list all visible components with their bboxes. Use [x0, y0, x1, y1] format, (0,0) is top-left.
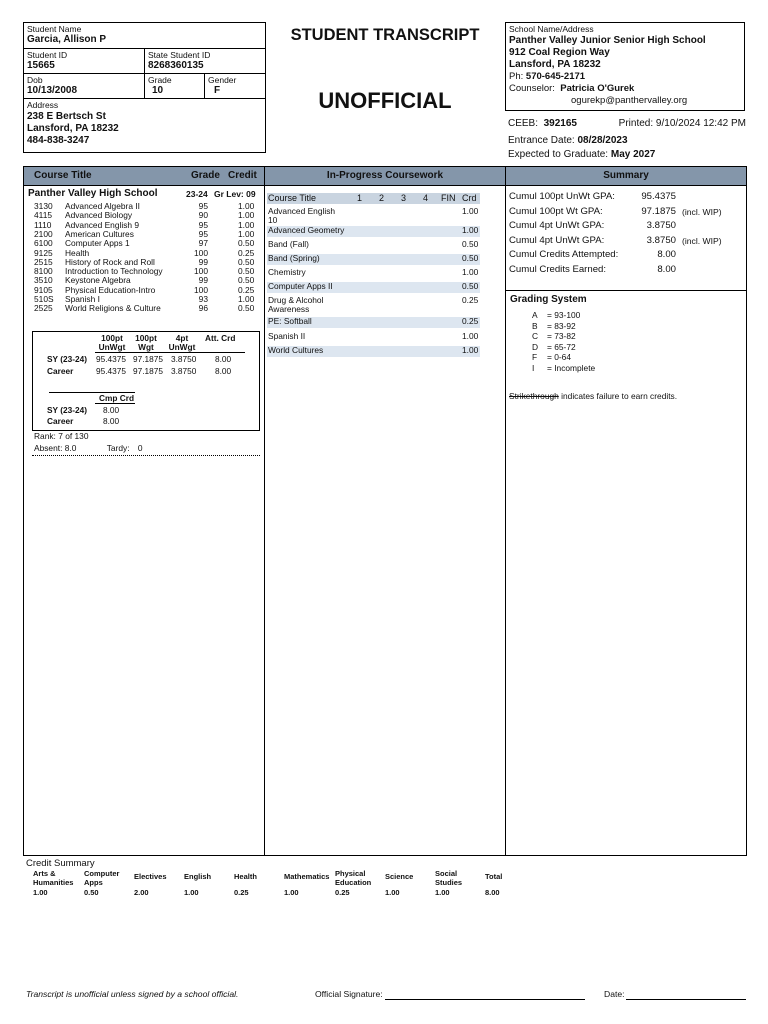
ip-h-title: Course Title [268, 193, 317, 203]
credit-category-value: 0.25 [234, 888, 249, 897]
ip-course-credit: 0.25 [462, 316, 479, 326]
signature-line[interactable] [385, 999, 585, 1000]
grade-range: = Incomplete [547, 362, 596, 373]
ip-h-4: 4 [423, 193, 429, 203]
ip-h-1: 1 [357, 193, 363, 203]
course-grade: 99 [198, 275, 208, 286]
printed-value: 9/10/2024 12:42 PM [655, 118, 746, 129]
credit-category-value: 1.00 [435, 888, 450, 897]
tardy-label: Tardy: [106, 443, 130, 453]
summary-label: Cumul 4pt UnWt GPA: [509, 220, 605, 231]
course-code: 2100 [34, 228, 53, 239]
summary-label: Cumul Credits Attempted: [509, 249, 619, 260]
in-progress-row [267, 254, 480, 265]
gpa-row-label: SY (23-24) [47, 354, 87, 364]
ip-h-3: 3 [401, 193, 407, 203]
course-row [24, 211, 260, 220]
student-name-cell [24, 23, 265, 49]
in-progress-row [267, 207, 480, 225]
in-progress-row [267, 226, 480, 237]
school-phone: 570-645-2171 [525, 71, 586, 82]
course-title: American Cultures [65, 228, 134, 239]
expected-label: Expected to Graduate: [508, 149, 609, 160]
in-progress-row [267, 296, 480, 314]
school-street: 912 Coal Region Way [509, 47, 610, 58]
cmp-crd-header: Cmp Crd [99, 393, 135, 403]
course-grade: 95 [198, 228, 208, 239]
credit-category-label: Mathematics [284, 872, 330, 881]
course-title: Keystone Algebra [65, 275, 131, 286]
credit-category-label-cont: Humanities [33, 878, 74, 887]
summary-divider [506, 290, 746, 291]
summary-column [505, 166, 747, 856]
grade-letter: A [532, 310, 538, 320]
grade-letter: B [532, 320, 538, 331]
gpa-h1: 100pt [101, 333, 123, 343]
school-phone-line [509, 71, 741, 83]
counselor-label: Counselor: [509, 83, 555, 94]
ip-course-title: Drug & Alcohol [268, 295, 324, 305]
address-line2: Lansford, PA 18232 [27, 123, 119, 134]
course-credit: 1.00 [238, 294, 255, 304]
school-phone-label: Ph: [509, 71, 524, 82]
gpa-value-100-wgt: 97.1875 [133, 354, 163, 364]
course-row [24, 221, 260, 230]
summary-value: 3.8750 [646, 220, 676, 231]
address-line1: 238 E Bertsch St [27, 111, 106, 122]
ip-course-title: Computer Apps II [268, 281, 333, 291]
gpa-value-100-unwgt: 95.4375 [96, 354, 126, 364]
in-progress-row [267, 317, 480, 328]
credit-category-label: Social [435, 869, 458, 878]
dob: 10/13/2008 [27, 85, 78, 96]
ip-course-credit: 1.00 [462, 225, 479, 235]
gender-cell [205, 74, 265, 99]
course-grade: 99 [198, 256, 208, 267]
footer-disclaimer: Transcript is unofficial unless signed by a school official. [26, 989, 239, 999]
tardy-value: 0 [137, 443, 143, 453]
ip-course-title: Spanish II [268, 331, 306, 341]
ip-h-2: 2 [379, 193, 385, 203]
in-progress-column [264, 166, 506, 856]
course-credit: 1.00 [238, 228, 255, 239]
course-code: 4115 [34, 210, 53, 221]
gpa-value-100-wgt: 97.1875 [133, 366, 163, 376]
ip-h-fin: FIN [441, 193, 456, 203]
state-id-label: State Student ID [148, 50, 211, 60]
course-credit: 0.50 [238, 275, 255, 286]
course-grade: 100 [194, 284, 208, 295]
summary-header [506, 167, 746, 186]
course-grade: 100 [194, 247, 208, 258]
course-code: 9125 [34, 247, 53, 258]
ip-course-title: Advanced English [268, 206, 336, 216]
course-credit: 1.00 [238, 210, 255, 221]
gender: F [214, 85, 221, 96]
course-row [24, 267, 260, 276]
gpa-col3-header [167, 334, 197, 352]
ip-course-title: Band (Spring) [268, 253, 320, 263]
ip-course-credit: 0.25 [462, 295, 479, 305]
gpa-h3: 4pt [175, 333, 189, 343]
in-progress-row [267, 268, 480, 279]
course-title: Computer Apps 1 [65, 238, 130, 249]
grade-letter: F [532, 352, 538, 362]
course-history-header [24, 167, 264, 186]
gpa-value-100-unwgt: 95.4375 [96, 366, 126, 376]
in-progress-row [267, 346, 480, 357]
student-id-cell [24, 49, 145, 74]
gpa-row-label: Career [47, 366, 74, 376]
ceeb-label: CEEB: [508, 118, 539, 129]
expected-line [508, 149, 655, 160]
grade: 10 [152, 85, 164, 96]
credit-category-value: 0.50 [84, 888, 99, 897]
gpa-value-att-crd: 8.00 [215, 354, 232, 364]
course-title: Advanced Algebra II [65, 201, 140, 211]
ip-course-title: World Cultures [268, 345, 324, 355]
course-title: Spanish I [65, 294, 100, 304]
course-row [24, 286, 260, 295]
in-progress-row [267, 240, 480, 251]
credit-category-label-cont: Apps [84, 878, 103, 887]
course-title: World Religions & Culture [65, 303, 161, 314]
ip-course-credit: 1.00 [462, 331, 479, 341]
summary-value: 3.8750 [646, 234, 676, 246]
in-progress-header [265, 167, 505, 186]
grade-range: = 65-72 [547, 341, 576, 352]
class-rank: Rank: 7 of 130 [34, 431, 89, 441]
course-credit: 0.25 [238, 247, 255, 258]
course-code: 9105 [34, 284, 53, 295]
course-title: Advanced English 9 [65, 219, 140, 230]
grade-letter: D [532, 341, 539, 352]
ip-course-credit: 1.00 [462, 206, 479, 216]
course-row [24, 230, 260, 239]
course-code: 8100 [34, 266, 53, 277]
student-info-box [23, 22, 266, 153]
school-label: School Name/Address [509, 24, 594, 34]
credit-category-label: Computer [84, 869, 120, 878]
credit-category-value: 1.00 [385, 888, 400, 897]
cmp-row-label: SY (23-24) [47, 405, 87, 415]
history-school-name: Panther Valley High School [28, 188, 158, 199]
ip-course-title: Chemistry [268, 267, 306, 277]
course-credit: 0.25 [238, 284, 255, 295]
credit-category-label: Health [234, 872, 257, 881]
course-credit: 0.50 [238, 303, 255, 314]
course-row [24, 202, 260, 211]
absent-label: Absent: [34, 443, 63, 453]
credit-category-label-cont: Studies [435, 878, 463, 887]
gpa-h2: 100pt [135, 333, 157, 343]
credit-category-label: Physical [335, 869, 366, 878]
signature-label: Official Signature: [315, 989, 383, 999]
course-title: Physical Education-Intro [65, 284, 156, 295]
gpa-col1-header [97, 334, 127, 352]
in-progress-title: In-Progress Coursework [326, 170, 444, 181]
entrance-label: Entrance Date: [508, 135, 575, 146]
course-history-column [23, 166, 265, 856]
ip-course-credit: 1.00 [462, 345, 479, 355]
entrance-line [508, 135, 628, 146]
in-progress-table-header [267, 193, 480, 204]
counselor-line [509, 83, 741, 95]
dob-label: Dob [27, 75, 43, 85]
entrance-value: 08/28/2023 [577, 135, 628, 146]
summary-label: Cumul 100pt UnWt GPA: [509, 191, 615, 202]
grading-system-title: Grading System [510, 294, 587, 305]
history-end-rule [32, 455, 260, 456]
credit-category-label: Arts & [33, 869, 56, 878]
credit-category-label: English [184, 872, 212, 881]
course-code: 6100 [34, 238, 53, 249]
cmp-header-rule [95, 403, 135, 404]
gpa-table-box [32, 331, 260, 431]
grade-letter: I [532, 362, 535, 373]
page-title: STUDENT TRANSCRIPT [290, 26, 480, 44]
summary-note: (incl. WIP) [682, 206, 722, 217]
course-grade: 97 [198, 238, 208, 249]
course-credit: 0.50 [238, 266, 255, 277]
course-code: 510S [34, 294, 54, 304]
ceeb-line [508, 118, 746, 129]
col-course-title: Course Title [34, 170, 92, 181]
gpa-header-rule [95, 352, 245, 353]
in-progress-row [267, 332, 480, 343]
summary-label: Cumul 4pt UnWt GPA: [509, 234, 605, 246]
credit-category-value: 0.25 [335, 888, 350, 897]
course-code: 2525 [34, 303, 53, 314]
credit-category-value: 1.00 [33, 888, 48, 897]
col-grade: Grade [191, 170, 220, 181]
course-grade: 95 [198, 201, 208, 211]
course-credit: 0.50 [238, 256, 255, 267]
expected-value: May 2027 [610, 149, 656, 160]
course-credit: 0.50 [238, 238, 255, 249]
gpa-h3b: UnWgt [168, 342, 196, 352]
gpa-value-att-crd: 8.00 [215, 366, 232, 376]
summary-value: 8.00 [657, 263, 676, 275]
school-info-box [505, 22, 745, 111]
ip-course-credit: 0.50 [462, 239, 479, 249]
counselor-email: ogurekp@panthervalley.org [571, 95, 688, 106]
summary-label: Cumul Credits Earned: [509, 263, 607, 275]
credit-category-label: Total [485, 872, 503, 881]
ip-course-title-cont: Awareness [268, 304, 310, 314]
printed-info [619, 118, 746, 129]
course-grade: 96 [198, 303, 208, 314]
course-row [24, 239, 260, 248]
student-phone: 484-838-3247 [27, 135, 90, 146]
summary-title: Summary [603, 170, 649, 181]
ip-course-credit: 1.00 [462, 267, 479, 277]
printed-label: Printed: [618, 118, 654, 129]
course-title: Health [65, 247, 90, 258]
course-credit: 1.00 [238, 201, 255, 211]
address-cell [24, 99, 265, 151]
student-name: Garcia, Allison P [27, 34, 107, 45]
school-name: Panther Valley Junior Senior High School [509, 35, 706, 46]
ip-course-title: Band (Fall) [268, 239, 309, 249]
ip-course-title: PE: Softball [268, 316, 312, 326]
in-progress-row [267, 282, 480, 293]
history-grade-level: Gr Lev: 09 [214, 189, 256, 199]
absent-value: 8.0 [64, 443, 77, 453]
gpa-h2b: Wgt [138, 342, 154, 352]
student-name-label: Student Name [27, 24, 82, 34]
credit-category-value: 8.00 [485, 888, 500, 897]
ceeb-value: 392165 [543, 118, 577, 129]
gpa-col2-header [131, 334, 161, 352]
student-id-label: Student ID [27, 50, 68, 60]
credit-category-label: Electives [134, 872, 167, 881]
grade-label: Grade [148, 75, 172, 85]
course-code: 2515 [34, 256, 53, 267]
ip-course-credit: 0.50 [462, 253, 479, 263]
cmp-row-value: 8.00 [103, 405, 120, 415]
ip-course-title-cont: 10 [268, 215, 278, 225]
credit-category-label-cont: Education [335, 878, 372, 887]
strikethrough-note [509, 391, 677, 401]
course-grade: 93 [198, 294, 208, 304]
grade-letter: C [532, 331, 539, 341]
col-credit: Credit [228, 170, 257, 181]
gpa-col4-header: Att. Crd [205, 333, 236, 343]
strike-word: Strikethrough [509, 391, 559, 401]
course-grade: 95 [198, 219, 208, 230]
address-label: Address [27, 100, 59, 110]
state-id-cell [145, 49, 265, 74]
course-title: History of Rock and Roll [65, 256, 155, 267]
gpa-value-4-unwgt: 3.8750 [171, 366, 197, 376]
student-id: 15665 [27, 60, 55, 71]
course-title: Introduction to Technology [65, 266, 163, 277]
course-credit: 1.00 [238, 219, 255, 230]
state-id: 8268360135 [148, 60, 204, 71]
course-grade: 90 [198, 210, 208, 221]
gpa-value-4-unwgt: 3.8750 [171, 354, 197, 364]
counselor-name: Patricia O'Gurek [560, 83, 635, 94]
course-row [24, 304, 260, 313]
ip-course-title: Advanced Geometry [268, 225, 345, 235]
summary-label: Cumul 100pt Wt GPA: [509, 205, 603, 217]
grade-range: = 0-64 [547, 352, 571, 362]
course-code: 3510 [34, 275, 53, 286]
date-label: Date: [604, 989, 625, 999]
date-line[interactable] [626, 999, 746, 1000]
grade-cell [145, 74, 205, 99]
credit-category-value: 1.00 [184, 888, 199, 897]
history-term: 23-24 [186, 189, 208, 199]
summary-value: 95.4375 [641, 191, 676, 202]
school-city: Lansford, PA 18232 [509, 59, 601, 70]
course-grade: 100 [194, 266, 208, 277]
gender-label: Gender [208, 75, 237, 85]
cmp-row-label: Career [47, 416, 74, 426]
course-code: 3130 [34, 201, 53, 211]
credit-category-label: Science [385, 872, 414, 881]
grade-range: = 73-82 [547, 331, 576, 341]
credit-category-value: 2.00 [134, 888, 149, 897]
gpa-h1b: UnWgt [98, 342, 126, 352]
grade-range: = 93-100 [547, 310, 581, 320]
summary-value: 97.1875 [641, 205, 676, 217]
cmp-row-value: 8.00 [103, 416, 120, 426]
course-title: Advanced Biology [65, 210, 133, 221]
dob-cell [24, 74, 145, 99]
strike-text: indicates failure to earn credits. [558, 391, 678, 401]
summary-note: (incl. WIP) [682, 235, 722, 246]
summary-value: 8.00 [657, 249, 676, 260]
ip-h-crd: Crd [462, 193, 477, 203]
credit-category-value: 1.00 [284, 888, 299, 897]
credit-summary-title: Credit Summary [26, 858, 95, 869]
grade-range: = 83-92 [547, 320, 576, 331]
unofficial-watermark: UNOFFICIAL [318, 88, 452, 113]
ip-course-credit: 0.50 [462, 281, 479, 291]
attendance-line [34, 443, 143, 453]
course-code: 1110 [34, 219, 52, 230]
